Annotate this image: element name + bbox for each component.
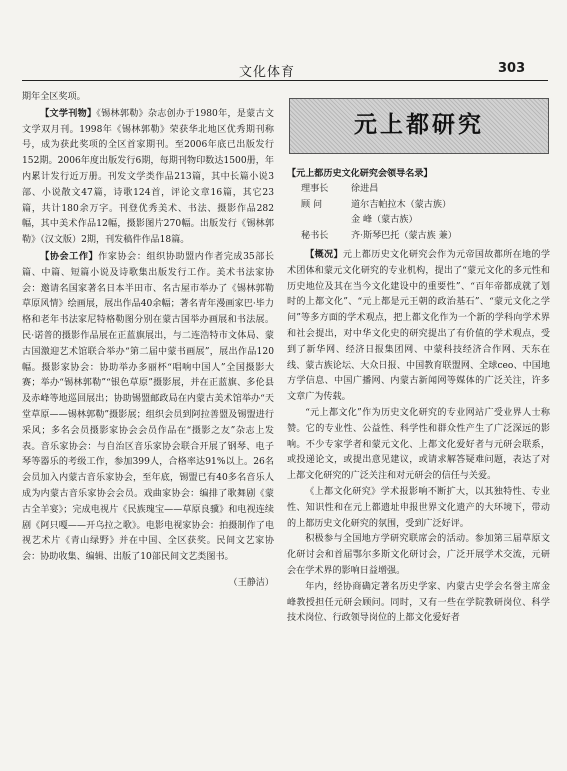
section-heading-literary: 【文学刊物】 — [40, 107, 97, 119]
roster-name: 徐进昌 — [351, 183, 379, 194]
roster-role: 顾 问 — [301, 199, 323, 210]
author-signature: （王静洁） — [228, 577, 274, 588]
roster-name: 齐·斯琴巴托（蒙古族 兼） — [351, 231, 457, 242]
roster-role: 理事长 — [301, 183, 329, 194]
roster-name: 金 峰（蒙古族） — [351, 215, 418, 226]
journal-paragraph: 《上都文化研究》学术报影响不断扩大，以其独特性、专业性、知识性和在元上都遗址申报世界文化遗产的大环境下，带动的上都历史文化研究的氛围，受到广泛好评。 — [287, 486, 550, 529]
roster-name: 道尔吉帕拉木（蒙古族） — [351, 199, 452, 210]
roster-row — [301, 213, 550, 229]
roster-row — [301, 182, 550, 198]
section-heading-association: 【协会工作】 — [40, 250, 99, 262]
roster-row — [301, 198, 550, 214]
literary-magazine-text: 《锡林郭勒》杂志创办于1980年，是蒙古文文学双月刊。1998年《锡林郭勒》荣获华北地区优秀期刊称号，成为获此奖项的全区首家期刊。至2006年底已出版发行152期。2006年度出版发行6期，每期刊物印数达1500册，年内累计发行近万册。刊发文学类作品213篇，其中长篇小说3部、小说散文47篇，诗歌124首，评论文章16篇，其它23篇，共计180余万字。刊登优秀美术、书法、摄影作品282幅，其中美术作品12幅，摄影图片270幅。出版发行《锡林郭勒》（汉文版）2期，刊发稿件作品18篇。 — [22, 108, 274, 246]
overview-text: 元上都历史文化研究会作为元帝国故都所在地的学术团体和蒙元文化研究的专业机构，提出了“蒙元文化的多元性和历史地位及其在当今文化建设中的重要性”、“百年帝都成就了划时的上都文化”、“元上都是元王朝的政治基石”、“蒙元文化之学问”等多方面的学术观点，把上都文化作为一个新的学科向学术界和社会提出，对中华文化史的研究提出了有价值的学术观点，受到了新华网、经济日报集团网、中蒙科技经济合作网、天东在线、蒙古族论坛、大众日报、中国教育联盟网、全球ceo、中国地方学信息、中国广播网、内蒙古新闻网等媒体的广泛关注，许多文章广为传载。 — [287, 249, 550, 403]
article-title: 元上都研究 — [354, 112, 484, 139]
running-header — [0, 0, 567, 86]
section-heading-overview: 【概况】 — [305, 248, 343, 260]
article-title-box — [289, 98, 549, 154]
conference-paragraph: 积极参与全国地方学研究联席会的活动。参加第三届草原文化研讨会和首届鄂尔多斯文化研讨会，广泛开展学术交流，元研会在学术界的影响日益增强。 — [287, 534, 550, 576]
continued-paragraph: 期年全区奖项。 — [22, 92, 86, 102]
left-column — [22, 90, 274, 592]
right-column — [287, 98, 550, 627]
literary-magazine-paragraph — [22, 106, 274, 249]
overview-paragraph — [287, 247, 550, 406]
roster-heading: 【元上都历史文化研究会领导名录】 — [287, 168, 433, 179]
leadership-roster — [301, 182, 550, 245]
roster-role: 秘书长 — [301, 231, 329, 242]
association-work-text: 作家协会：组织协助盟内作者完成35部长篇、中篇、短篇小说及诗歌集出版发行工作。美术书法家协会：邀请名国家著名日本半田市、名古屋市举办了《锡林郭勒草原风情》绘画展，展出作品40余幅；著名青年漫画家巴·毕力格和老年书法家尼特格勒图分别在蒙古国举办画展和书法展。民·诺普的摄影作品展在正蓝旗展出，与二连浩特市文体局、蒙古国激迎艺术馆联合举办“第二届中蒙书画展”，展出作品120幅。摄影家协会：协助举办多丽杯“唱响中国人”全国摄影大赛；举办“锡林郭勒”“银色草原”摄影展，并在正蓝旗、多伦县及赤峰等地巡回展出；协助锡盟邮政局在内蒙古美术馆举办“天堂草原——锡林郭勒”摄影展；组织会员到阿拉善盟及锡盟进行采风；多名会员摄影家协会会员作品在“摄影之友”杂志上发表。音乐家协会：与自治区音乐家协会联合开展了钢琴、电子琴等器乐的考级工作，参加399人，合格率达91%以上。26名会员加入内蒙古音乐家协会，至年底，锡盟已有40多名音乐人成为内蒙古音乐家协会会员。戏曲家协会：编排了歌舞剧《蒙古全羊宴》；完成电视片《民族瑰宝——草原良骥》和电视连续剧《阿只嘎——开乌拉之歌》。电影电视家协会：拍摄制作了电视艺术片《青山绿野》并在中国、全区获奖。民间文艺家协会：协助收集、编辑、出版了10部民间文艺类图书。 — [22, 251, 274, 563]
header-rule — [22, 80, 548, 81]
advisor-paragraph: 年内，经协商确定著名历史学家、内蒙古史学会名誉主席金峰教授担任元研会顾问。同时，又有一些在学院教研岗位、科学技术岗位、行政领导岗位的上都文化爱好者 — [287, 581, 550, 624]
website-paragraph: “元上都文化”作为历史文化研究的专业网站广受业界人士称赞。它的专业性、公益性、科学性和群众性产生了广泛深远的影响。不少专家学者和蒙元文化、上都文化爱好者与元研会联系，或投递论文，或提出意见建议，或请求解答疑难问题，表达了对上都文化研究的广泛关注和对元研会的信任与关爱。 — [287, 407, 550, 482]
section-title: 文化体育 — [238, 65, 295, 80]
association-work-paragraph — [22, 249, 274, 566]
roster-row — [301, 229, 550, 245]
page-number: 303 — [498, 61, 526, 76]
